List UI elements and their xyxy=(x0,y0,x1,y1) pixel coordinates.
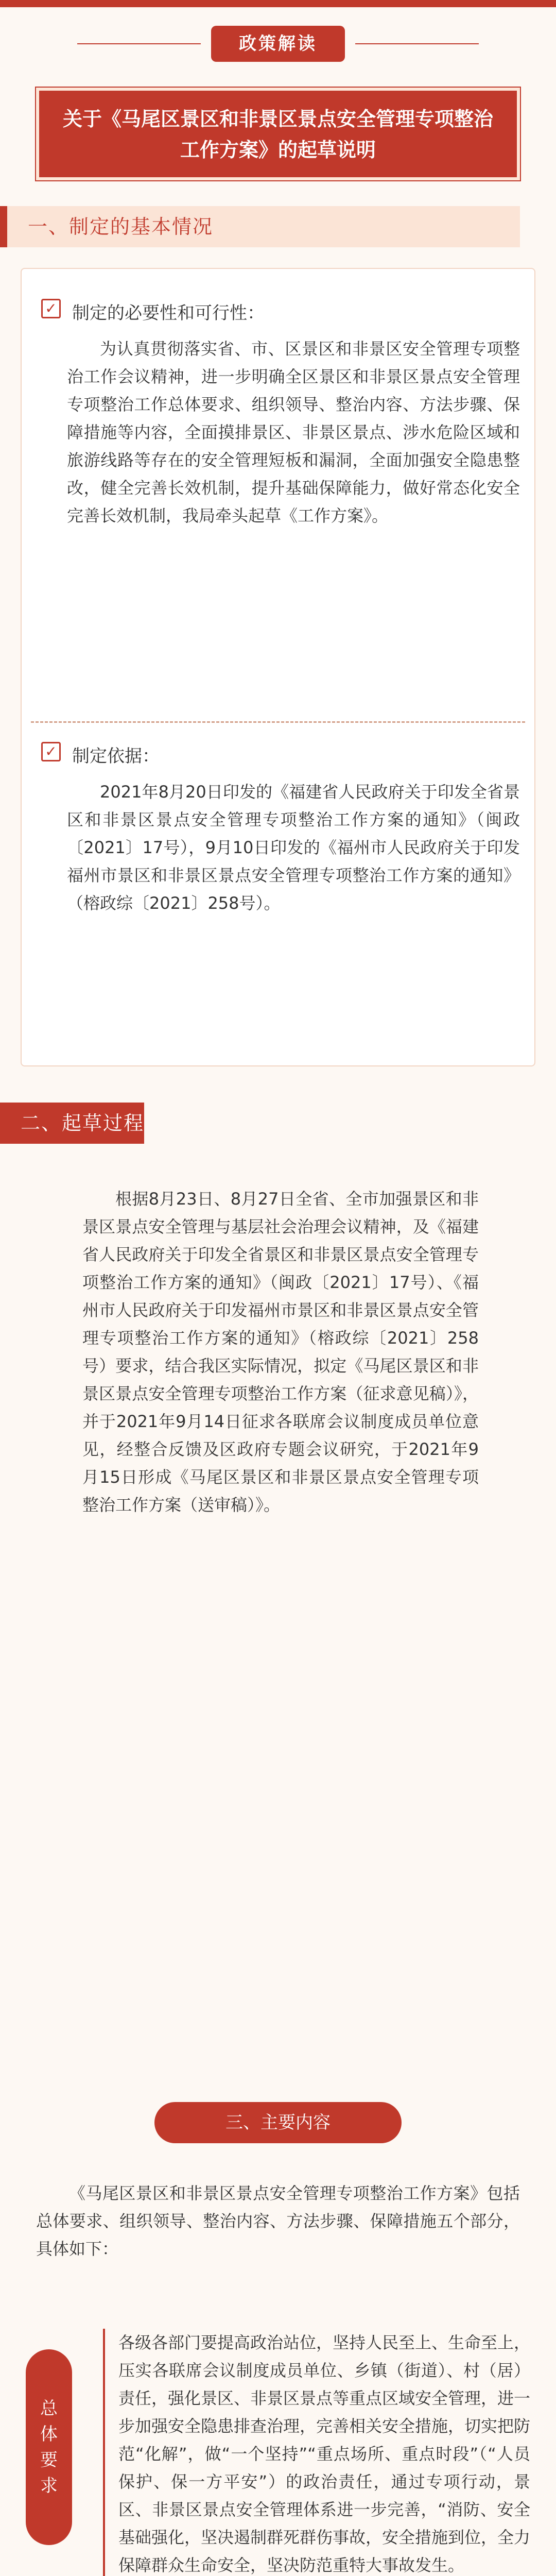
check-icon: ✓ xyxy=(41,299,61,318)
drafting-process-text: 根据8月23日、8月27日全省、全市加强景区和非景区景点安全管理与基层社会治理会议精神，及《福建省人民政府关于印发全省景区和非景区景点安全管理专项整治工作方案的通知》（闽政〔2021〕17号）、《福州市人民政府关于印发福州市景区和非景区景点安全管理专项整治工作方案的通知》（榕政综〔2021〕258号）要求，结合我区实际情况，拟定《马尾区景区和非景区景点安全管理专项整治工作方案（征求意见稿）》，并于2021年9月14日征求各联席会议制度成员单位意见，经整合反馈及区政府专题会议研究，于2021年9月15日形成《马尾区景区和非景区景点安全管理专项整治工作方案（送审稿）》。 xyxy=(82,1189,479,1515)
divider xyxy=(31,721,525,723)
basis-text: 2021年8月20日印发的《福建省人民政府关于印发全省景区和非景区景点安全管理专项整治工作方案的通知》（闽政〔2021〕17号），9月10日印发的《福州市人民政府关于印发福州市景区和非景区景点安全管理专项整治工作方案的通知》（榕政综〔2021〕258号）。 xyxy=(67,782,520,913)
section-3-intro: 《马尾区景区和非景区景点安全管理专项整治工作方案》包括总体要求、组织领导、整治内容、方法步骤、保障措施五个部分，具体如下： xyxy=(36,2183,520,2259)
document-title: 关于《马尾区景区和非景区景点安全管理专项整治工作方案》的起草说明 xyxy=(36,88,520,180)
necessity-label: 制定的必要性和可行性： xyxy=(72,303,265,324)
policy-tag: 政策解读 xyxy=(211,26,345,62)
item-divider-line xyxy=(103,2329,105,2576)
basis-label: 制定依据： xyxy=(72,746,160,767)
overall-requirements-text: 各级各部门要提高政治站位，坚持人民至上、生命至上，压实各联席会议制度成员单位、乡镇（街道）、村（居）责任，强化景区、非景区景点等重点区域安全管理，进一步加强安全隐患排查治理，完善相关安全措施，切实把防范“化解”，做“一个坚持”“重点场所、重点时段”（“人员保护、保一方平安”）的政治责任，通过专项行动，景区、非景区景点安全管理体系进一步完善，“消防、安全基础强化，坚决遏制群死群伤事故，安全措施到位，全力保障群众生命安全，坚决防范重特大事故发生。 xyxy=(118,2333,531,2575)
tag-left-line xyxy=(77,43,201,44)
top-decor-bar xyxy=(0,0,556,7)
section-2-heading: 二、起草过程 xyxy=(0,1103,144,1144)
section-1-heading: 一、制定的基本情况 xyxy=(0,206,520,247)
necessity-text: 为认真贯彻落实省、市、区景区和非景区安全管理专项整治工作会议精神，进一步明确全区景区和非景区景点安全管理专项整治工作总体要求、组织领导、整治内容、方法步骤、保障措施等内容，全面摸排景区、非景区景点、涉水危险区域和旅游线路等存在的安全管理短板和漏洞，全面加强安全隐患整改，健全完善长效机制，提升基础保障能力，做好常态化安全完善长效机制，我局牵头起草《工作方案》。 xyxy=(67,339,520,526)
overall-requirements-label: 总体要求 xyxy=(26,2349,72,2545)
check-icon: ✓ xyxy=(41,742,61,761)
section-3-heading: 三、主要内容 xyxy=(154,2102,402,2143)
tag-right-line xyxy=(355,43,479,44)
